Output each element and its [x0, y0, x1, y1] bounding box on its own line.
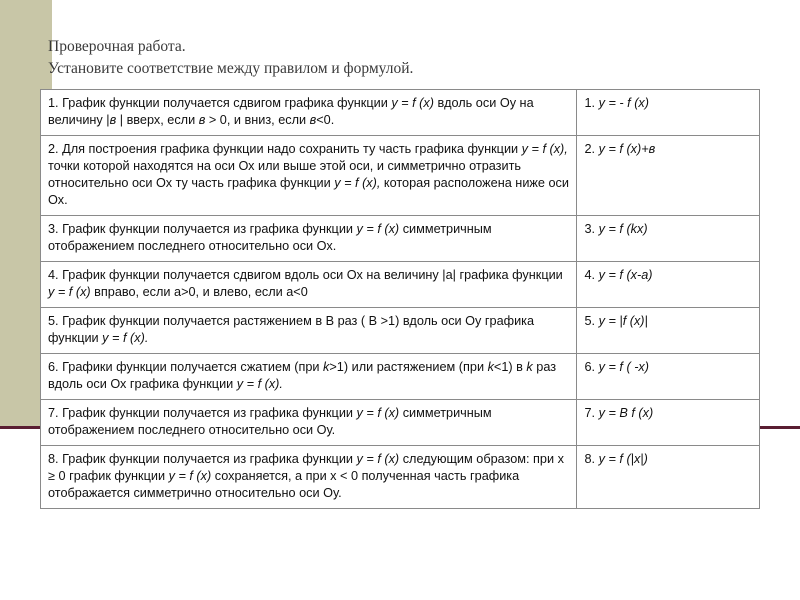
- rule-text: <0.: [316, 113, 335, 127]
- rule-text: 1. График функции получается сдвигом графика функции: [48, 96, 392, 110]
- formula-cell: [577, 354, 760, 400]
- rule-text: сохраняется, а при х < 0 полученная часть графика отображается симметрично относительно оси Оу.: [48, 469, 520, 500]
- formula-text: y = |f (x)|: [598, 314, 648, 328]
- rule-cell: [41, 90, 577, 136]
- rule-text: вдоль оси Оу на величину |: [48, 96, 534, 127]
- page-title: Проверочная работа.: [48, 38, 186, 55]
- rule-text: 3. График функции получается из графика функции: [48, 222, 357, 236]
- rule-text: в: [198, 113, 206, 127]
- rule-text: y = f (x): [356, 406, 400, 420]
- formula-text: y = f ( -x): [598, 360, 649, 374]
- table-row: [41, 262, 760, 308]
- rule-text: | вверх, если: [116, 113, 199, 127]
- rule-cell: [41, 308, 577, 354]
- rule-text: k: [487, 360, 494, 374]
- rule-text: 4. График функции получается сдвигом вдоль оси Ох на величину |а| графика функции: [48, 268, 563, 282]
- formula-text: y = f (x-a): [598, 268, 653, 282]
- rule-text: следующим образом: при х ≥ 0 график функции: [48, 452, 564, 483]
- rule-text: y = f (x): [48, 285, 91, 299]
- rule-text: в: [109, 113, 117, 127]
- rule-cell: [41, 446, 577, 509]
- table-row: [41, 136, 760, 216]
- formula-text: 6.: [584, 360, 599, 374]
- rule-text: симметричным отображением последнего относительно оси Ох.: [48, 222, 492, 253]
- rule-text: y = f (x): [356, 452, 400, 466]
- rule-text: 6. Графики функции получается сжатием (при: [48, 360, 324, 374]
- rule-text: <1) в: [493, 360, 527, 374]
- rule-text: которая расположена ниже оси Ох.: [48, 176, 569, 207]
- rule-text: y = f (x),: [521, 142, 568, 156]
- formula-cell: [577, 308, 760, 354]
- rule-text: 5. График функции получается растяжением в В раз ( В >1) вдоль оси Оу графика функции: [48, 314, 535, 345]
- table-row: [41, 90, 760, 136]
- formula-cell: [577, 446, 760, 509]
- formula-text: 4.: [584, 268, 599, 282]
- formula-text: y = - f (x): [598, 96, 649, 110]
- rule-text: > 0, и вниз, если: [205, 113, 310, 127]
- formula-cell: [577, 400, 760, 446]
- rule-text: >1) или растяжением (при: [329, 360, 488, 374]
- rule-cell: [41, 400, 577, 446]
- formula-cell: [577, 90, 760, 136]
- rule-cell: [41, 262, 577, 308]
- rule-text: точки которой находятся на оси Ох или выше этой оси, и симметрично отразить относительно оси Ох ту часть графика функции: [48, 159, 522, 190]
- rule-text: y = f (x): [168, 469, 212, 483]
- rule-text: y = f (x).: [236, 377, 283, 391]
- table-row: [41, 400, 760, 446]
- formula-text: y = f (|x|): [598, 452, 648, 466]
- rule-cell: [41, 354, 577, 400]
- rule-text: 7. График функции получается из графика функции: [48, 406, 357, 420]
- formula-text: y = В f (x): [598, 406, 654, 420]
- rule-text: симметричным отображением последнего относительно оси Оу.: [48, 406, 492, 437]
- matching-table-body: [41, 90, 760, 509]
- rule-cell: [41, 216, 577, 262]
- formula-cell: [577, 136, 760, 216]
- formula-text: 8.: [584, 452, 599, 466]
- formula-text: y = f (x)+в: [598, 142, 656, 156]
- rule-text: 2. Для построения графика функции надо сохранить ту часть графика функции: [48, 142, 522, 156]
- formula-text: 5.: [584, 314, 599, 328]
- rule-text: k: [323, 360, 330, 374]
- formula-text: 3.: [584, 222, 599, 236]
- table-row: [41, 216, 760, 262]
- rule-cell: [41, 136, 577, 216]
- slide-heading: [48, 36, 413, 80]
- table-row: [41, 354, 760, 400]
- rule-text: 8. График функции получается из графика функции: [48, 452, 357, 466]
- rule-text: раз вдоль оси Ох графика функции: [48, 360, 557, 391]
- formula-text: y = f (kx): [598, 222, 648, 236]
- page-subtitle: Установите соответствие между правилом и формулой.: [48, 60, 414, 77]
- rule-text: в: [309, 113, 317, 127]
- rule-text: y = f (x).: [102, 331, 149, 345]
- formula-text: 1.: [584, 96, 599, 110]
- rule-text: y = f (x),: [334, 176, 381, 190]
- formula-text: 7.: [584, 406, 599, 420]
- formula-cell: [577, 216, 760, 262]
- table-row: [41, 446, 760, 509]
- table-row: [41, 308, 760, 354]
- rule-text: y = f (x): [391, 96, 434, 110]
- formula-cell: [577, 262, 760, 308]
- rule-text: вправо, если а>0, и влево, если а<0: [90, 285, 308, 299]
- matching-table: [40, 89, 760, 509]
- formula-text: 2.: [584, 142, 599, 156]
- rule-text: y = f (x): [356, 222, 400, 236]
- rule-text: k: [526, 360, 533, 374]
